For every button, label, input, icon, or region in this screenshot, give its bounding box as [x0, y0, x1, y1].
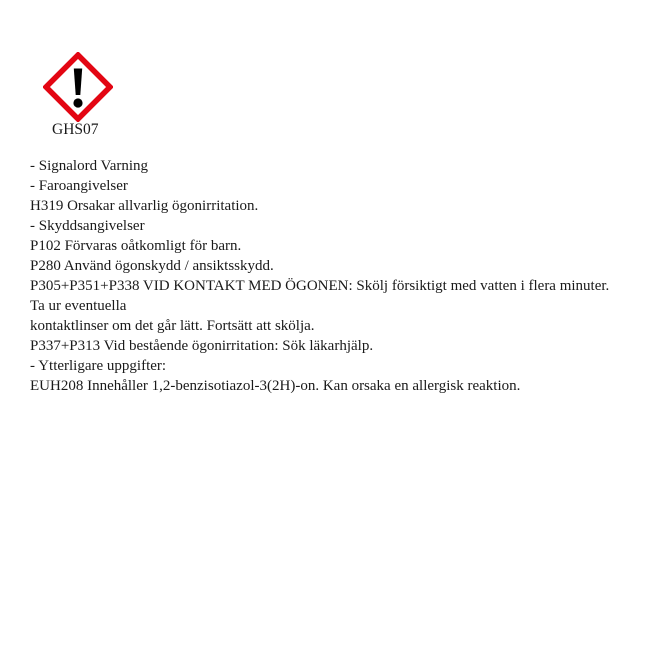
precaution-p305-continued: kontaktlinser om det går lätt. Fortsätt att skölja. [30, 318, 315, 334]
exclamation-mark-diamond-icon [43, 52, 113, 122]
ghs07-pictogram [43, 52, 113, 122]
hazard-header-line: - Faroangivelser [30, 178, 128, 194]
hazard-statements [30, 156, 620, 396]
signal-word-line: - Signalord Varning [30, 158, 149, 174]
additional-info-header-line: - Ytterligare uppgifter: [30, 358, 167, 374]
precaution-p305-p351-p338: P305+P351+P338 VID KONTAKT MED ÖGONEN: Skölj försiktigt med vatten i flera minuter. Ta ur eventuella [30, 278, 613, 314]
ghs-code-label: GHS07 [52, 121, 99, 138]
precaution-p102: P102 Förvaras oåtkomligt för barn. [30, 238, 242, 254]
hazard-statement-h319: H319 Orsakar allvarlig ögonirritation. [30, 198, 259, 214]
additional-info-euh208: EUH208 Innehåller 1,2-benzisotiazol-3(2H)-on. Kan orsaka en allergisk reaktion. [30, 378, 521, 394]
precaution-p280: P280 Använd ögonskydd / ansiktsskydd. [30, 258, 274, 274]
precaution-p337-p313: P337+P313 Vid bestående ögonirritation: Sök läkarhjälp. [30, 338, 374, 354]
precaution-header-line: - Skyddsangivelser [30, 218, 145, 234]
